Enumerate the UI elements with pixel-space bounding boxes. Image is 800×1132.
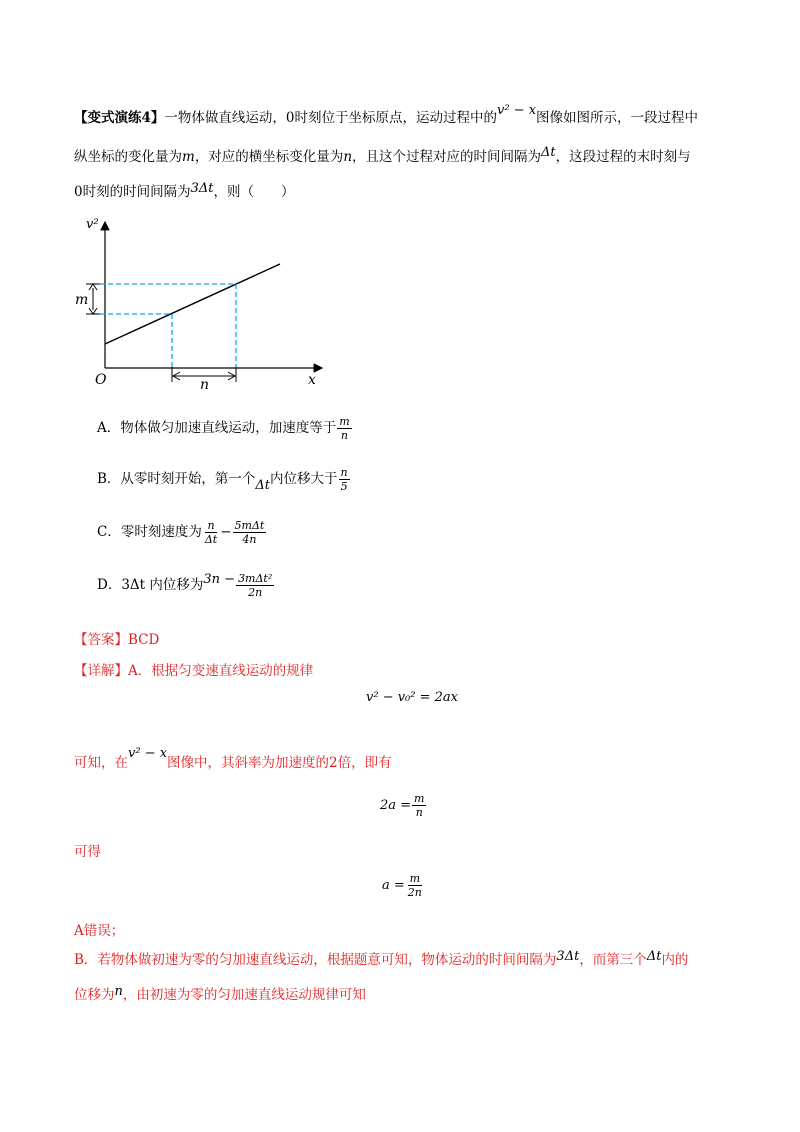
x-axis-label: x: [308, 372, 316, 388]
detail-line-4: A错误；: [74, 923, 125, 939]
detail-line-1: 【详解】A．根据匀变速直线运动的规律: [74, 663, 314, 679]
v2-x-graph: [70, 210, 340, 390]
v2-x-math: v² − x: [497, 103, 537, 118]
equation-1: v² − v₀² = 2ax: [366, 690, 458, 705]
n-label: n: [200, 377, 210, 390]
option-d: D．3Δt 内位移为3n − $\frac{\text{3mΔt²}}{2n}$: [97, 572, 273, 599]
option-b: B．从零时刻开始，第一个Δt内位移大于 $\frac{n}{5}$: [97, 466, 348, 493]
origin-label: O: [95, 372, 107, 388]
option-c: C．零时刻速度为 $\frac{n}{\Delta t}$ − $\frac{\text{5mΔt}}{4n}$: [97, 519, 265, 546]
question-line-2: 纵坐标的变化量为m，对应的横坐标变化量为n，且这个过程对应的时间间隔为Δt，这段过程的末时刻与: [74, 145, 691, 165]
question-line-3: 0时刻的时间间隔为3Δt，则（ ）: [74, 181, 295, 200]
question-line-1: 【变式演练4】一物体做直线运动，0时刻位于坐标原点，运动过程中的v² − x图像如图所示，一段过程中: [74, 103, 699, 126]
detail-line-5: B．若物体做初速为零的匀加速直线运动，根据题意可知，物体运动的时间间隔为3Δt，而第三个Δt内的: [74, 949, 689, 968]
detail-line-2: 可知，在v² − x图像中，其斜率为加速度的2倍，即有: [74, 746, 392, 771]
detail-line-6: 位移为n，由初速为零的匀加速直线运动规律可知: [74, 984, 366, 1003]
equation-2: 2a = $\frac{m}{n}$: [380, 792, 425, 819]
question-tag: 【变式演练4】: [74, 110, 165, 126]
answer-line: 【答案】BCD: [74, 632, 160, 648]
data-line: [105, 264, 280, 344]
option-a: A．物体做匀加速直线运动，加速度等于 $\frac{m}{n}$: [97, 415, 350, 442]
detail-line-3: 可得: [74, 844, 101, 860]
m-label: m: [75, 292, 89, 308]
equation-3: a = $\frac{m}{2n}$: [382, 872, 422, 899]
y-axis-label: v²: [86, 217, 99, 232]
